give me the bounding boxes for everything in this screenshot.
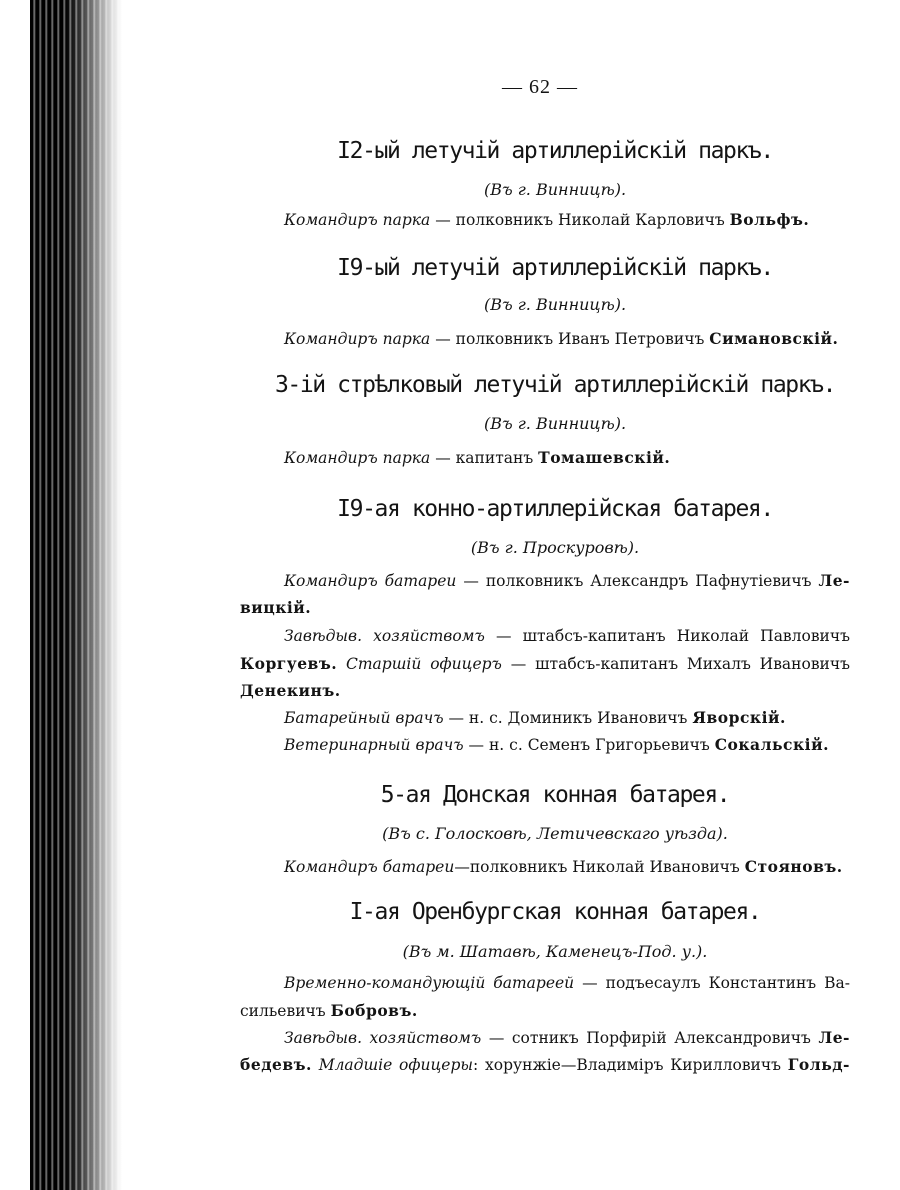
entry-line <box>284 853 850 881</box>
entry-line <box>240 650 850 678</box>
entry-name: вицкій. <box>240 598 312 617</box>
entry-line <box>284 444 850 472</box>
section-heading: I-ая Оренбургская конная батарея. <box>349 899 761 925</box>
section-location: (Въ г. Проскуровѣ). <box>470 538 640 557</box>
entry-line <box>284 325 850 353</box>
entry-line <box>284 1024 850 1052</box>
entry-line <box>240 677 850 705</box>
section-heading: 3-ій стрѣлковый летучій артиллерійскій паркъ. <box>274 372 836 398</box>
entry-role: Временно-командующій батареей <box>284 974 575 992</box>
entry-name: Гольд- <box>787 1055 850 1074</box>
entry-role: Командиръ парка <box>284 211 431 229</box>
entry-role: Младшіе офицеры <box>311 1056 474 1074</box>
entry-text: — н. с. Доминикъ Ивановичъ <box>443 709 693 727</box>
entry-text: — капитанъ <box>430 449 539 467</box>
entry-text: сильевичъ <box>240 1002 331 1020</box>
entry-name: Сокальскій. <box>714 735 829 754</box>
page-number: — 62 — <box>502 76 578 98</box>
entry-line <box>284 704 850 732</box>
entry-name: Томашевскій. <box>538 448 671 467</box>
book-binding-edge <box>30 0 122 1190</box>
entry-text: : хорунжіе—Владиміръ Кирилловичъ <box>473 1056 788 1074</box>
section-heading: I9-ая конно-артиллерійская батарея. <box>337 496 773 522</box>
entry-line <box>284 731 850 759</box>
entry-name: Стояновъ. <box>744 857 843 876</box>
entry-text: — подъесаулъ Константинъ Ва- <box>574 974 850 992</box>
entry-name: Ле- <box>818 1028 850 1047</box>
entry-line <box>284 567 850 595</box>
entry-role: Командиръ парка <box>284 330 431 348</box>
entry-text: — н. с. Семенъ Григорьевичъ <box>463 736 715 754</box>
entry-role: Завѣдыв. хозяйствомъ <box>284 1029 482 1047</box>
entry-role: Командиръ батареи <box>284 858 455 876</box>
entry-role: Командиръ батареи <box>284 572 457 590</box>
entry-text: — сотникъ Порфирій Александровичъ <box>481 1029 819 1047</box>
section-heading: I2-ый летучій артиллерійскій паркъ. <box>337 138 773 164</box>
section-location: (Въ м. Шатавѣ, Каменецъ-Под. у.). <box>402 942 708 961</box>
entry-role: Батарейный врачъ <box>284 709 444 727</box>
section-location: (Въ г. Винницѣ). <box>483 180 627 199</box>
entry-line <box>240 1051 850 1079</box>
entry-role: Завѣдыв. хозяйствомъ <box>284 627 485 645</box>
section-heading: I9-ый летучій артиллерійскій паркъ. <box>337 255 773 281</box>
entry-text: — полковникъ Николай Карловичъ <box>430 211 730 229</box>
entry-role: Ветеринарный врачъ <box>284 736 464 754</box>
entry-line <box>284 623 850 650</box>
entry-line <box>240 997 850 1025</box>
entry-name: Коргуевъ. <box>240 654 338 673</box>
section-location: (Въ с. Голосковѣ, Летичевскаго уѣзда). <box>382 824 728 843</box>
entry-text: —полковникъ Николай Ивановичъ <box>454 858 745 876</box>
section-heading: 5-ая Донская конная батарея. <box>380 782 730 808</box>
section-location: (Въ г. Винницѣ). <box>483 295 627 314</box>
section-location: (Въ г. Винницѣ). <box>483 414 627 433</box>
entry-text: — полковникъ Иванъ Петровичъ <box>430 330 710 348</box>
entry-name: Ле- <box>818 571 850 590</box>
entry-name: Симановскій. <box>709 329 839 348</box>
entry-name: Вольфъ. <box>729 210 810 229</box>
entry-name: Денекинъ. <box>240 681 341 700</box>
entry-line <box>284 206 850 234</box>
entry-text: — штабсъ-капитанъ Михалъ Ивановичъ <box>501 655 850 673</box>
entry-role: Командиръ парка <box>284 449 431 467</box>
entry-role: Старшій офицеръ <box>337 655 502 673</box>
entry-name: бедевъ. <box>240 1055 312 1074</box>
entry-name: Яворскій. <box>692 708 786 727</box>
entry-name: Бобровъ. <box>330 1001 418 1020</box>
entry-line <box>240 594 850 622</box>
entry-text: — полковникъ Александръ Пафнутіевичъ <box>456 572 819 590</box>
entry-line <box>284 970 850 997</box>
entry-text: — штабсъ-капитанъ Николай Павловичъ <box>484 627 851 645</box>
